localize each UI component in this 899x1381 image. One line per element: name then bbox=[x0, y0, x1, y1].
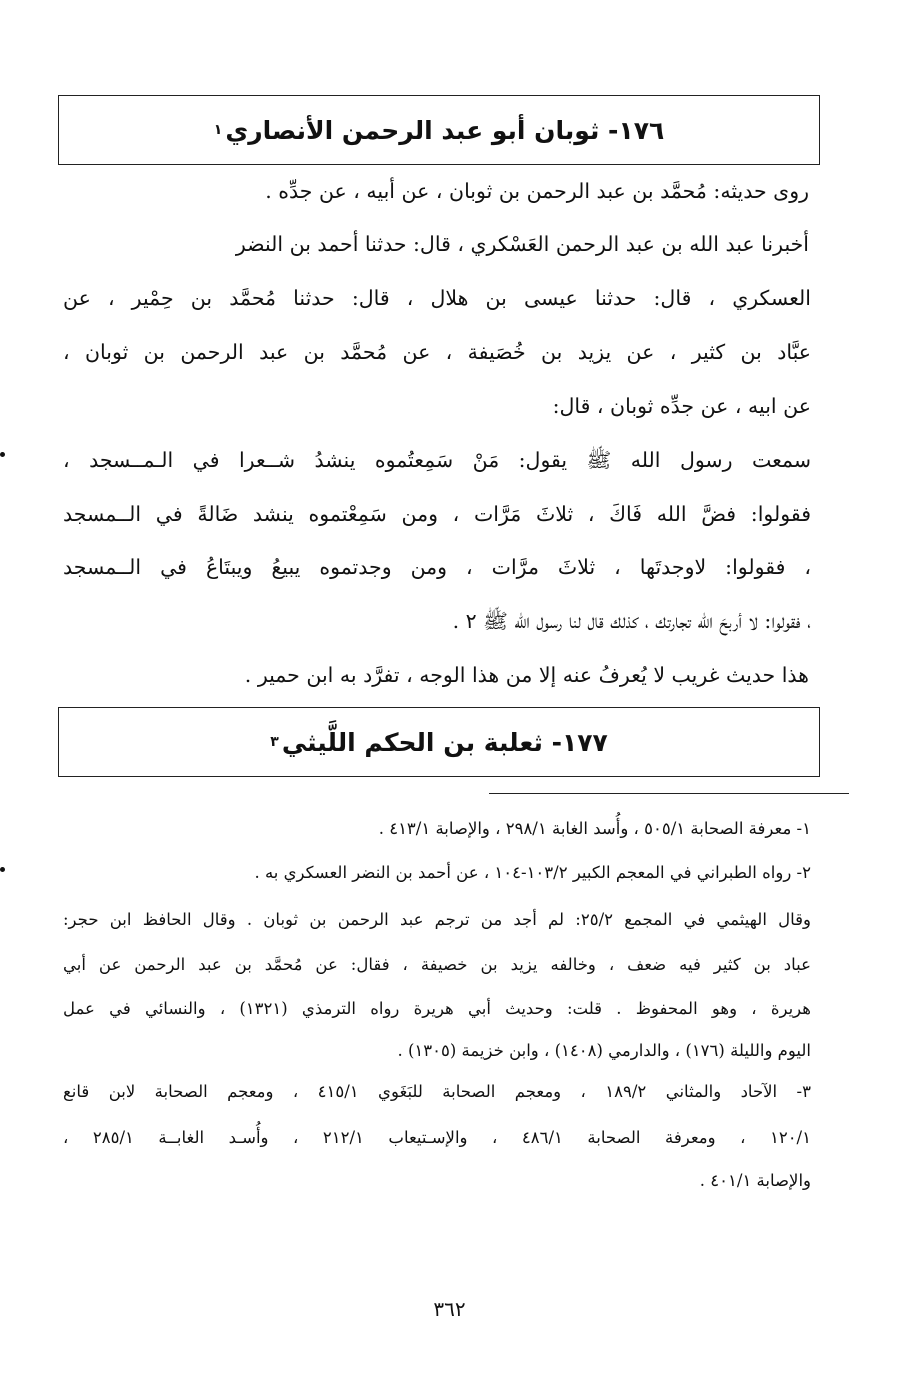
body-line-8: ، فقولوا: لاوجدتَها ، ثلاثَ مرَّات ، ومن وجدتموه يبيعُ ويبتَاعُ في الــمسجد bbox=[63, 555, 811, 579]
body-line-10: هذا حديث غريب لا يُعرفُ عنه إلا من هذا الوجه ، تفرَّد به ابن حمير . bbox=[244, 663, 809, 687]
body-line-5: عن ابيه ، عن جدِّه ثوبان ، قال: bbox=[552, 394, 811, 418]
entry-176-footnote-ref: ١ bbox=[213, 122, 223, 138]
body-line-3: العسكري ، قال: حدثنا عيسى بن هلال ، قال: حدثنا مُحمَّد بن حِمْير ، عن bbox=[63, 286, 811, 310]
footnote-3-line-2: ١٢٠/١ ، ومعرفة الصحابة ٤٨٦/١ ، والإسـتيعاب ٢١٢/١ ، وأُسـد الغابــة ٢٨٥/١ ، bbox=[63, 1128, 811, 1147]
entry-176-title: ١٧٦- ثوبان أبو عبد الرحمن الأنصاري bbox=[225, 115, 665, 145]
body-line-1: روى حديثه: مُحمَّد بن عبد الرحمن بن ثوبان ، عن أبيه ، عن جدِّه . bbox=[265, 179, 809, 203]
entry-177-title: ١٧٧- ثعلبة بن الحكم اللَّيثي bbox=[281, 727, 608, 757]
footnote-separator bbox=[489, 793, 849, 794]
footnote-2-line-2: وقال الهيثمي في المجمع ٢٥/٢: لم أجد من ترجم عبد الرحمن بن ثوبان . وقال الحافظ ابن حجر: bbox=[63, 910, 811, 929]
body-line-7: فقولوا: فضَّ الله فَاكَ ، ثلاثَ مَرَّات ، ومن سَمِعْتموه ينشد ضَالةً في الــمسجد bbox=[63, 502, 811, 526]
footnote-2-line-4: هريرة ، وهو المحفوظ . قلت: وحديث أبي هريرة رواه الترمذي (١٣٢١) ، والنسائي في عمل bbox=[63, 999, 811, 1018]
footnote-2-line-5: اليوم والليلة (١٧٦) ، والدارمي (١٤٠٨) ، وابن خزيمة (١٣٠٥) . bbox=[397, 1041, 811, 1060]
footnote-3-line-3: والإصابة ٤٠١/١ . bbox=[699, 1171, 811, 1190]
entry-176-heading bbox=[58, 95, 820, 165]
entry-177-heading bbox=[58, 707, 820, 777]
body-line-9: ، فقولوا: لا أربحَ الله تجارتك ، كذلك قال لنا رسول الله ﷺ ٢ . bbox=[452, 609, 811, 633]
page-number: ٣٦٢ bbox=[433, 1297, 466, 1321]
footnote-3: ٣- الآحاد والمثاني ١٨٩/٢ ، ومعجم الصحابة للبَغَوي ٤١٥/١ ، ومعجم الصحابة لابن قانع bbox=[63, 1082, 811, 1101]
body-line-6: سمعت رسول الله ﷺ يقول: مَنْ سَمِعتُموه ينشدُ شــعرا في الـمــسجد ، bbox=[63, 448, 811, 472]
scan-mark bbox=[0, 867, 5, 872]
entry-177-footnote-ref: ٣ bbox=[270, 734, 279, 750]
footnote-2-line-3: عباد بن كثير فيه ضعف ، وخالفه يزيد بن خصيفة ، فقال: عن مُحمَّد بن عبد الرحمن عن أبي bbox=[63, 955, 811, 974]
footnote-2: ٢- رواه الطبراني في المعجم الكبير ١٠٣/٢-١٠٤ ، عن أحمد بن النضر العسكري به . bbox=[254, 863, 811, 882]
body-line-4: عبَّاد بن كثير ، عن يزيد بن خُصَيفة ، عن مُحمَّد بن عبد الرحمن بن ثوبان ، bbox=[63, 340, 811, 364]
footnote-1: ١- معرفة الصحابة ٥٠٥/١ ، وأُسد الغابة ٢٩٨/١ ، والإصابة ٤١٣/١ . bbox=[378, 819, 811, 838]
scan-mark bbox=[0, 452, 5, 457]
body-line-2: أخبرنا عبد الله بن عبد الرحمن العَسْكري ، قال: حدثنا أحمد بن النضر bbox=[235, 232, 809, 256]
